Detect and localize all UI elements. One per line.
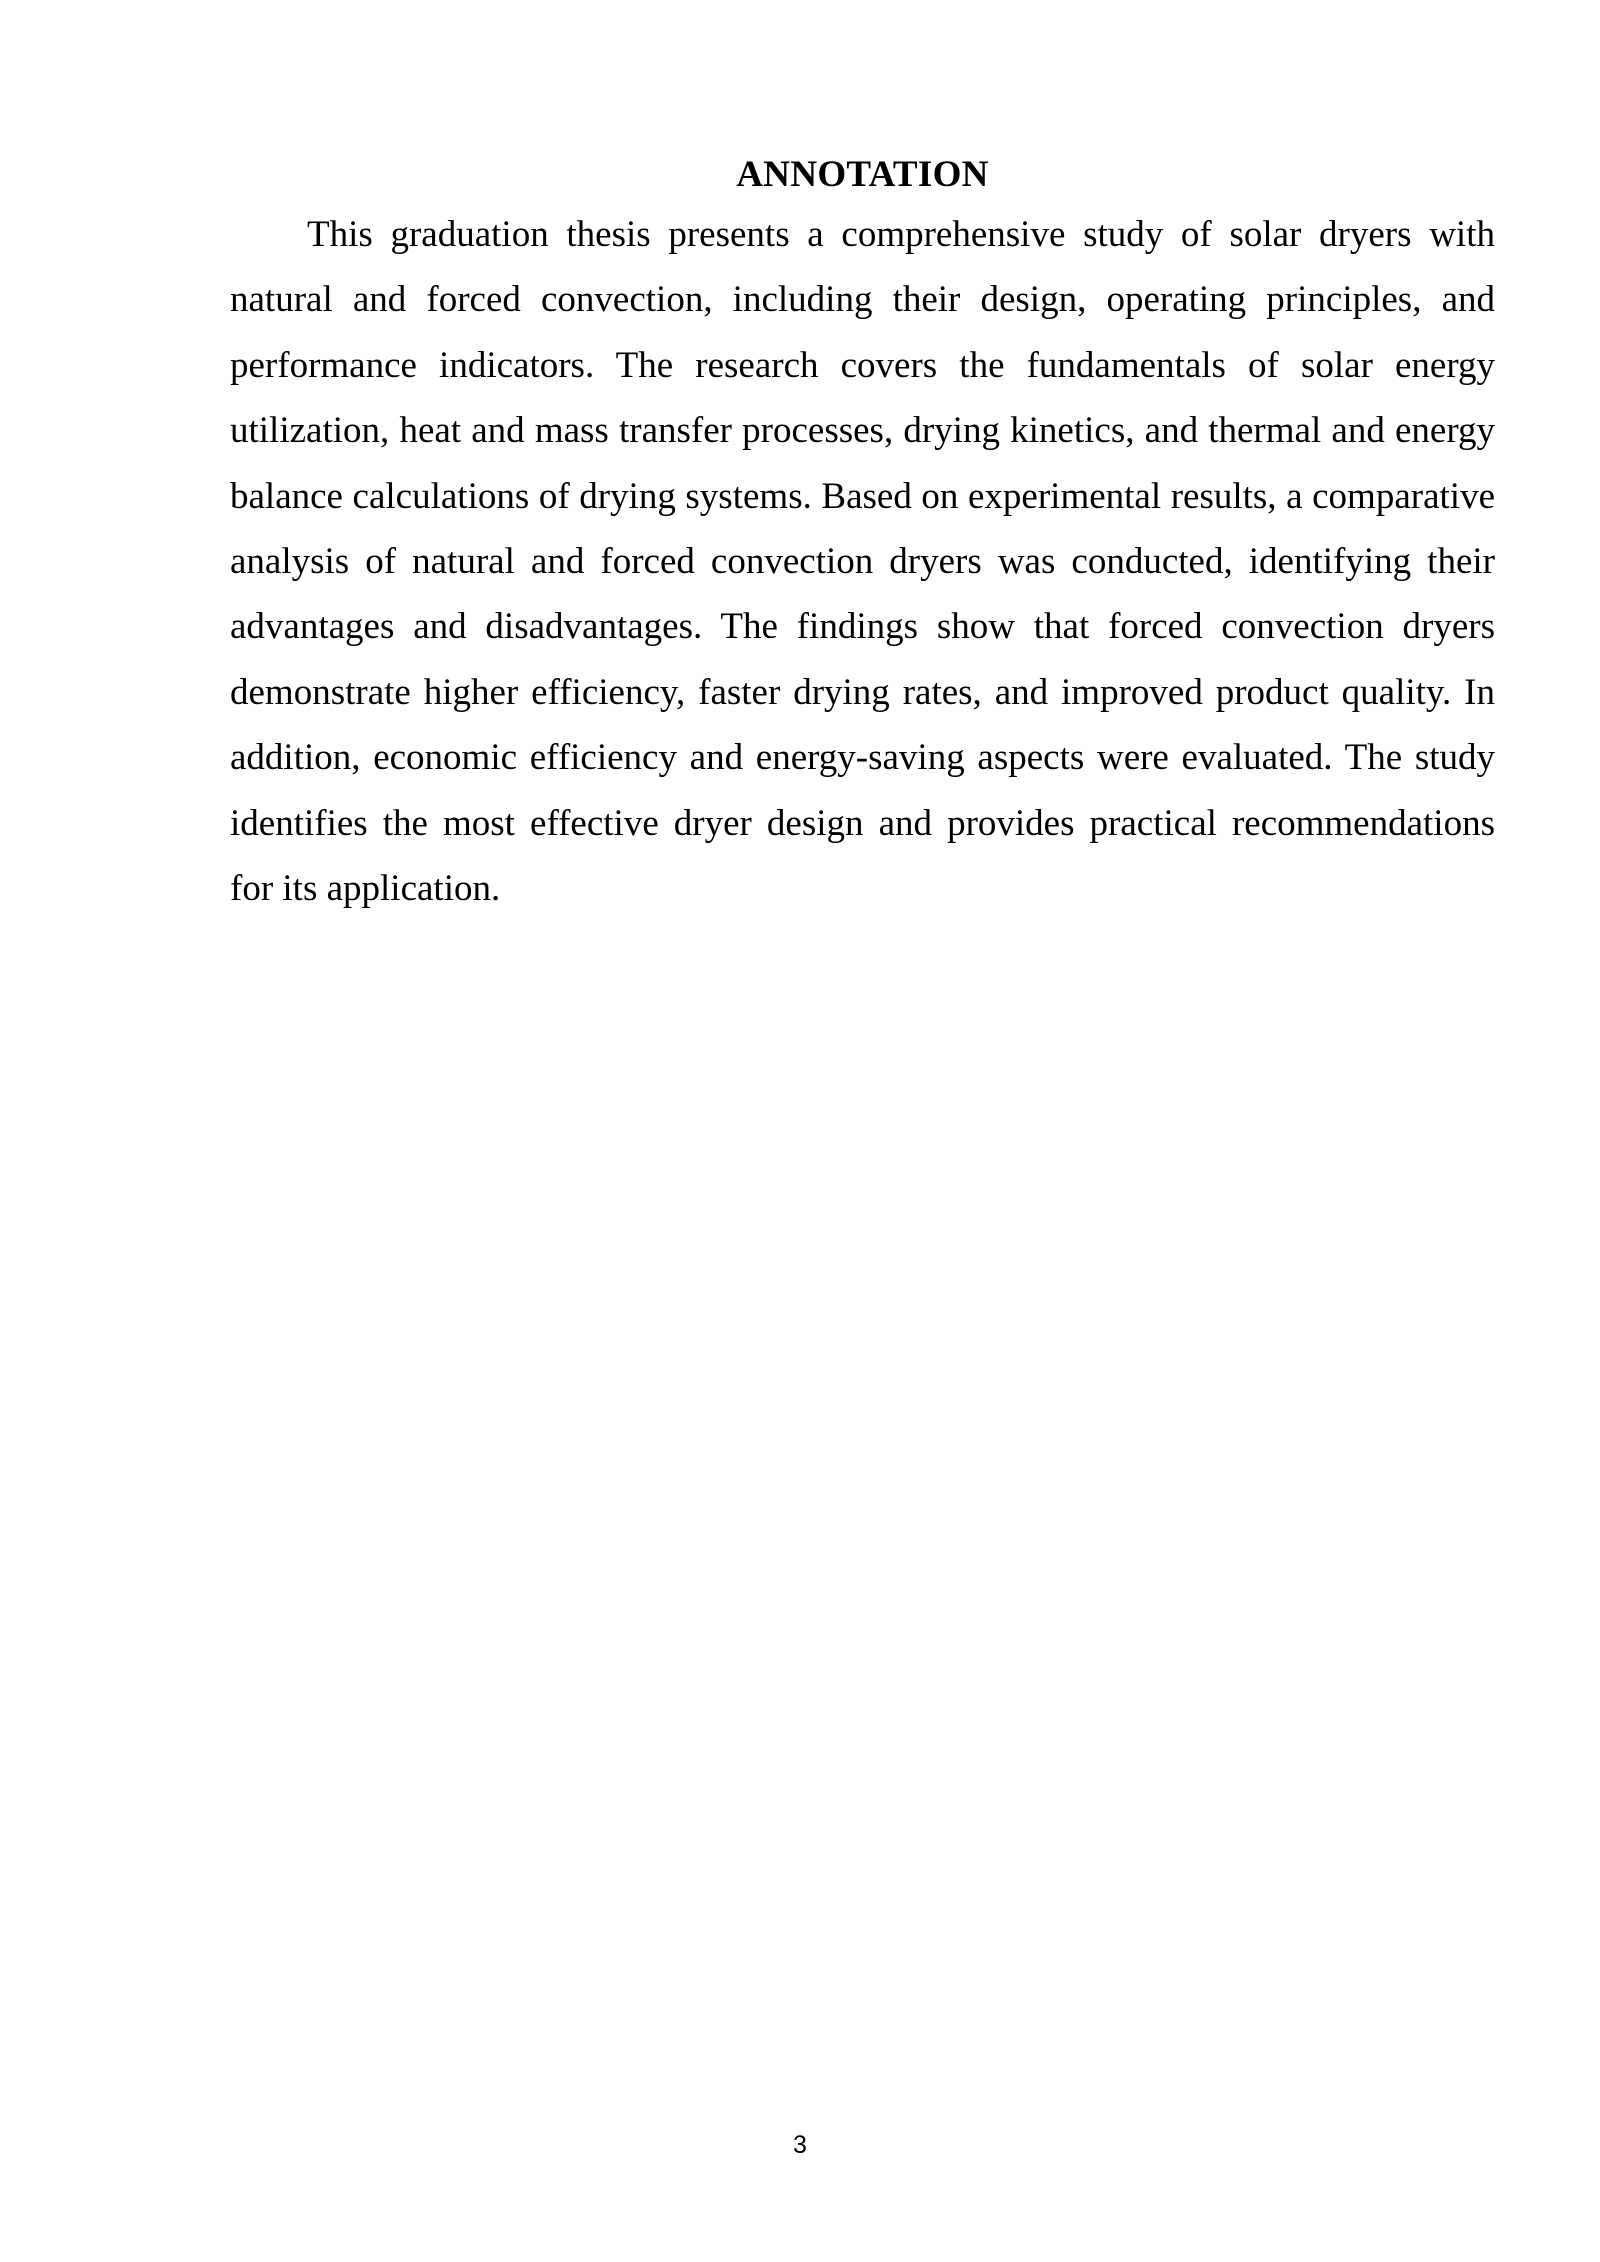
annotation-paragraph: This graduation thesis presents a comprehensive study of solar dryers with natural and forced convection, including their design, operating principles, and performance indicators. The research covers the fundamentals of solar energy utilization, heat and mass transfer processes, drying kinetics, and thermal and energy balance calculations of drying systems. Based on experimental results, a comparative analysis of natural and forced convection dryers was conducted, identifying their advantages and disadvantages. The findings show that forced convection dryers demonstrate higher efficiency, faster drying rates, and improved product quality. In addition, economic efficiency and energy-saving aspects were evaluated. The study identifies the most effective dryer design and provides practical recommendations for its application. <box>230 214 1495 910</box>
page-content <box>230 150 1495 921</box>
page-title: ANNOTATION <box>736 154 989 195</box>
page-number: 3 <box>793 2131 807 2159</box>
